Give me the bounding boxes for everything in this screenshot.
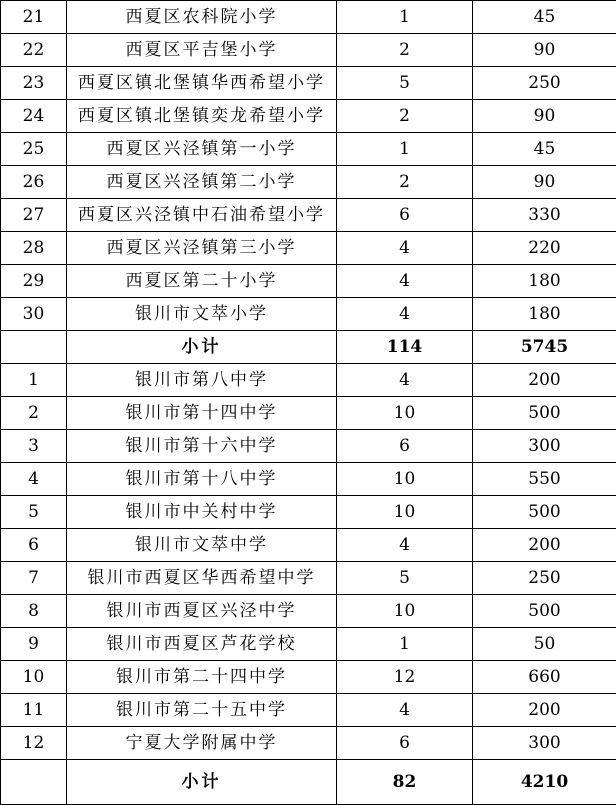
- school-name: 银川市第二十四中学: [67, 661, 337, 694]
- student-total: 500: [473, 397, 616, 430]
- class-count: 1: [337, 133, 473, 166]
- row-number: 30: [1, 298, 67, 331]
- table-row: [1, 199, 616, 232]
- school-name: 银川市西夏区兴泾中学: [67, 595, 337, 628]
- class-count: 2: [337, 100, 473, 133]
- student-total: 220: [473, 232, 616, 265]
- class-count: 10: [337, 397, 473, 430]
- student-total: 180: [473, 298, 616, 331]
- table-row: [1, 529, 616, 562]
- subtotal-count: 114: [337, 331, 473, 364]
- subtotal-row: [1, 331, 616, 364]
- table-row: [1, 364, 616, 397]
- student-total: 250: [473, 67, 616, 100]
- table-row: [1, 67, 616, 100]
- school-name: 银川市西夏区芦花学校: [67, 628, 337, 661]
- row-number: 3: [1, 430, 67, 463]
- class-count: 4: [337, 232, 473, 265]
- student-total: 180: [473, 265, 616, 298]
- class-count: 4: [337, 694, 473, 727]
- table-row: [1, 562, 616, 595]
- row-number: 11: [1, 694, 67, 727]
- row-number: 28: [1, 232, 67, 265]
- row-number: 23: [1, 67, 67, 100]
- subtotal-label: 小计: [67, 760, 337, 805]
- table-row: [1, 595, 616, 628]
- class-count: 4: [337, 265, 473, 298]
- school-name: 银川市第十八中学: [67, 463, 337, 496]
- class-count: 4: [337, 529, 473, 562]
- school-name: 银川市第十六中学: [67, 430, 337, 463]
- table-row: [1, 430, 616, 463]
- student-total: 250: [473, 562, 616, 595]
- table-body: [1, 1, 616, 805]
- row-number: 22: [1, 34, 67, 67]
- student-total: 330: [473, 199, 616, 232]
- class-count: 4: [337, 364, 473, 397]
- row-number: 12: [1, 727, 67, 760]
- school-name: 银川市第十四中学: [67, 397, 337, 430]
- subtotal-total: 4210: [473, 760, 616, 805]
- row-number: 29: [1, 265, 67, 298]
- table-row: [1, 463, 616, 496]
- class-count: 1: [337, 628, 473, 661]
- table-row: [1, 397, 616, 430]
- student-total: 45: [473, 133, 616, 166]
- table-row: [1, 298, 616, 331]
- class-count: 1: [337, 1, 473, 34]
- student-total: 550: [473, 463, 616, 496]
- subtotal-label: 小计: [67, 331, 337, 364]
- subtotal-total: 5745: [473, 331, 616, 364]
- student-total: 200: [473, 364, 616, 397]
- subtotal-row: [1, 760, 616, 805]
- row-number: 6: [1, 529, 67, 562]
- table-row: [1, 628, 616, 661]
- subtotal-count: 82: [337, 760, 473, 805]
- row-number: 25: [1, 133, 67, 166]
- row-number: 9: [1, 628, 67, 661]
- student-total: 50: [473, 628, 616, 661]
- table-row: [1, 265, 616, 298]
- student-total: 200: [473, 529, 616, 562]
- table-row: [1, 694, 616, 727]
- class-count: 2: [337, 166, 473, 199]
- school-name: 银川市中关村中学: [67, 496, 337, 529]
- school-name: 银川市第八中学: [67, 364, 337, 397]
- row-number: 26: [1, 166, 67, 199]
- school-name: 银川市文萃中学: [67, 529, 337, 562]
- table-row: [1, 100, 616, 133]
- class-count: 10: [337, 463, 473, 496]
- school-name: 西夏区兴泾镇第二小学: [67, 166, 337, 199]
- table-row: [1, 496, 616, 529]
- school-name: 西夏区镇北堡镇奕龙希望小学: [67, 100, 337, 133]
- row-number: 10: [1, 661, 67, 694]
- class-count: 2: [337, 34, 473, 67]
- school-name: 银川市西夏区华西希望中学: [67, 562, 337, 595]
- table-row: [1, 1, 616, 34]
- school-name: 西夏区平吉堡小学: [67, 34, 337, 67]
- school-name: 宁夏大学附属中学: [67, 727, 337, 760]
- class-count: 12: [337, 661, 473, 694]
- school-name: 西夏区兴泾镇中石油希望小学: [67, 199, 337, 232]
- school-name: 西夏区兴泾镇第三小学: [67, 232, 337, 265]
- class-count: 6: [337, 727, 473, 760]
- student-total: 45: [473, 1, 616, 34]
- table-row: [1, 727, 616, 760]
- class-count: 5: [337, 67, 473, 100]
- row-number: 27: [1, 199, 67, 232]
- table-row: [1, 34, 616, 67]
- school-name: 西夏区兴泾镇第一小学: [67, 133, 337, 166]
- school-name: 银川市第二十五中学: [67, 694, 337, 727]
- school-name: 西夏区农科院小学: [67, 1, 337, 34]
- class-count: 5: [337, 562, 473, 595]
- row-number: 2: [1, 397, 67, 430]
- student-total: 300: [473, 430, 616, 463]
- row-number: 21: [1, 1, 67, 34]
- class-count: 10: [337, 595, 473, 628]
- row-number: 7: [1, 562, 67, 595]
- class-count: 10: [337, 496, 473, 529]
- student-total: 660: [473, 661, 616, 694]
- student-total: 90: [473, 100, 616, 133]
- school-name: 西夏区第二十小学: [67, 265, 337, 298]
- school-name: 西夏区镇北堡镇华西希望小学: [67, 67, 337, 100]
- class-count: 4: [337, 298, 473, 331]
- student-total: 300: [473, 727, 616, 760]
- row-number: 4: [1, 463, 67, 496]
- student-total: 200: [473, 694, 616, 727]
- row-number: 1: [1, 364, 67, 397]
- subtotal-number-cell: [1, 331, 67, 364]
- table-row: [1, 661, 616, 694]
- student-total: 90: [473, 34, 616, 67]
- subtotal-number-cell: [1, 760, 67, 805]
- student-total: 500: [473, 496, 616, 529]
- student-total: 90: [473, 166, 616, 199]
- class-count: 6: [337, 430, 473, 463]
- row-number: 5: [1, 496, 67, 529]
- class-count: 6: [337, 199, 473, 232]
- row-number: 8: [1, 595, 67, 628]
- student-total: 500: [473, 595, 616, 628]
- table-row: [1, 133, 616, 166]
- school-name: 银川市文萃小学: [67, 298, 337, 331]
- table-row: [1, 232, 616, 265]
- row-number: 24: [1, 100, 67, 133]
- table-row: [1, 166, 616, 199]
